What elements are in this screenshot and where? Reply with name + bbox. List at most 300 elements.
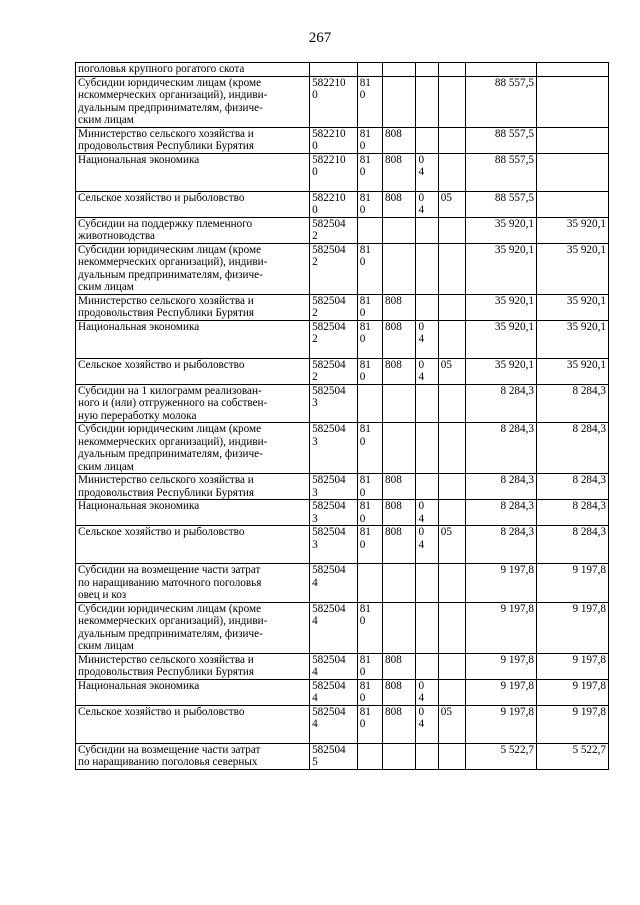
cell-name bbox=[76, 127, 310, 153]
cell-amount-2 bbox=[537, 217, 609, 243]
cell-ministry-code bbox=[383, 153, 416, 191]
cell-amount-1-text: 88 557,5 bbox=[494, 153, 534, 166]
cell-name-text: Субсидии на 1 килограмм реализован- ного и (или) отгруженного на собствен- ную переработку молока bbox=[78, 384, 268, 422]
cell-expense-type-text: 81 0 bbox=[359, 500, 371, 525]
cell-amount-2-text: 8 284,3 bbox=[572, 500, 606, 512]
cell-section bbox=[416, 474, 438, 500]
cell-amount-2 bbox=[537, 423, 609, 474]
cell-expense-type bbox=[357, 320, 382, 358]
cell-amount-2-text: 8 284,3 bbox=[572, 526, 606, 538]
cell-name-text: Субсидии юридическим лицам (кроме некоммерческих организаций), индиви- дуальным предпринимателям, физиче- ским лицам bbox=[78, 243, 268, 293]
cell-section bbox=[416, 127, 438, 153]
cell-name-text: Министерство сельского хозяйства и продовольствия Республики Бурятия bbox=[78, 653, 254, 678]
cell-ministry-code bbox=[383, 679, 416, 705]
cell-subsection bbox=[438, 191, 465, 217]
cell-subsection bbox=[438, 320, 465, 358]
cell-amount-2-text: 9 197,8 bbox=[572, 564, 606, 576]
cell-target-code bbox=[310, 384, 358, 423]
cell-ministry-code bbox=[383, 602, 416, 653]
cell-subsection-text: 05 bbox=[440, 705, 452, 718]
cell-section bbox=[416, 153, 438, 191]
cell-expense-type bbox=[357, 500, 382, 526]
cell-subsection-text: 05 bbox=[440, 358, 452, 371]
cell-amount-1-text: 8 284,3 bbox=[500, 474, 534, 486]
cell-ministry-code bbox=[383, 76, 416, 127]
cell-amount-1 bbox=[466, 153, 537, 191]
cell-amount-2 bbox=[537, 153, 609, 191]
cell-target-code bbox=[310, 474, 358, 500]
cell-name-text: Субсидии на поддержку племенного животноводства bbox=[78, 217, 253, 242]
cell-section bbox=[416, 63, 438, 77]
cell-target-code bbox=[310, 76, 358, 127]
cell-ministry-code-text: 808 bbox=[385, 500, 402, 512]
cell-amount-1 bbox=[466, 705, 537, 743]
cell-expense-type bbox=[357, 76, 382, 127]
cell-expense-type bbox=[357, 358, 382, 384]
cell-target-code-text: 582504 2 bbox=[312, 243, 346, 268]
cell-amount-2 bbox=[537, 127, 609, 153]
cell-section bbox=[416, 217, 438, 243]
cell-amount-2-text: 9 197,8 bbox=[572, 653, 606, 666]
cell-expense-type bbox=[357, 63, 382, 77]
cell-amount-2 bbox=[537, 76, 609, 127]
cell-amount-2-text: 35 920,1 bbox=[566, 358, 606, 371]
cell-ministry-code-text: 808 bbox=[385, 153, 402, 166]
cell-target-code-text: 582504 4 bbox=[312, 653, 346, 678]
cell-ministry-code bbox=[383, 474, 416, 500]
cell-section-text: 0 4 bbox=[418, 358, 425, 383]
cell-subsection bbox=[438, 500, 465, 526]
cell-target-code-text: 582504 3 bbox=[312, 384, 346, 409]
cell-target-code-text: 582504 5 bbox=[312, 743, 346, 768]
cell-name-text: Субсидии на возмещение части затрат по наращиванию маточного поголовья овец и коз bbox=[78, 564, 262, 601]
cell-section bbox=[416, 191, 438, 217]
cell-amount-1-text: 88 557,5 bbox=[494, 127, 534, 140]
cell-subsection bbox=[438, 384, 465, 423]
cell-expense-type bbox=[357, 294, 382, 320]
table-row bbox=[76, 384, 609, 423]
cell-name bbox=[76, 500, 310, 526]
cell-ministry-code bbox=[383, 653, 416, 679]
cell-expense-type bbox=[357, 243, 382, 294]
cell-name bbox=[76, 217, 310, 243]
cell-name bbox=[76, 526, 310, 564]
cell-amount-1-text: 8 284,3 bbox=[500, 500, 534, 512]
cell-target-code bbox=[310, 564, 358, 603]
cell-section bbox=[416, 743, 438, 769]
cell-ministry-code bbox=[383, 243, 416, 294]
cell-ministry-code bbox=[383, 191, 416, 217]
cell-expense-type-text: 81 0 bbox=[359, 705, 371, 730]
cell-ministry-code bbox=[383, 423, 416, 474]
cell-ministry-code bbox=[383, 526, 416, 564]
cell-subsection bbox=[438, 602, 465, 653]
cell-target-code-text: 582504 4 bbox=[312, 564, 346, 589]
cell-amount-1 bbox=[466, 358, 537, 384]
cell-amount-2-text: 9 197,8 bbox=[572, 602, 606, 615]
cell-amount-1 bbox=[466, 500, 537, 526]
cell-target-code bbox=[310, 653, 358, 679]
table-row bbox=[76, 602, 609, 653]
cell-target-code-text: 582504 3 bbox=[312, 423, 346, 448]
cell-amount-2-text: 35 920,1 bbox=[566, 320, 606, 333]
table-row bbox=[76, 191, 609, 217]
cell-target-code-text: 582210 0 bbox=[312, 191, 346, 216]
cell-target-code-text: 582504 3 bbox=[312, 474, 346, 499]
cell-amount-1 bbox=[466, 743, 537, 769]
page-number: 267 bbox=[308, 30, 332, 46]
cell-target-code-text: 582504 3 bbox=[312, 526, 346, 551]
cell-name bbox=[76, 358, 310, 384]
cell-amount-2 bbox=[537, 320, 609, 358]
cell-amount-1 bbox=[466, 320, 537, 358]
cell-ministry-code-text: 808 bbox=[385, 320, 402, 333]
cell-amount-2-text: 8 284,3 bbox=[572, 474, 606, 486]
cell-expense-type bbox=[357, 423, 382, 474]
cell-subsection bbox=[438, 423, 465, 474]
cell-target-code bbox=[310, 358, 358, 384]
cell-expense-type-text: 81 0 bbox=[359, 474, 371, 499]
cell-target-code-text: 582504 2 bbox=[312, 358, 346, 383]
cell-amount-2 bbox=[537, 294, 609, 320]
cell-name bbox=[76, 653, 310, 679]
cell-name bbox=[76, 423, 310, 474]
cell-section bbox=[416, 423, 438, 474]
cell-section-text: 0 4 bbox=[418, 191, 425, 216]
cell-amount-2-text: 5 522,7 bbox=[572, 743, 606, 756]
cell-subsection bbox=[438, 294, 465, 320]
cell-subsection bbox=[438, 679, 465, 705]
cell-name bbox=[76, 76, 310, 127]
cell-name bbox=[76, 294, 310, 320]
cell-amount-2 bbox=[537, 743, 609, 769]
cell-ministry-code bbox=[383, 743, 416, 769]
cell-name-text: Министерство сельского хозяйства и продовольствия Республики Бурятия bbox=[78, 127, 254, 152]
cell-amount-2-text: 9 197,8 bbox=[572, 679, 606, 692]
cell-name-text: Сельское хозяйство и рыболовство bbox=[78, 191, 245, 204]
cell-amount-1-text: 8 284,3 bbox=[500, 423, 534, 435]
cell-target-code bbox=[310, 602, 358, 653]
cell-expense-type-text: 81 0 bbox=[359, 320, 371, 345]
cell-expense-type bbox=[357, 526, 382, 564]
cell-section bbox=[416, 294, 438, 320]
cell-amount-1 bbox=[466, 76, 537, 127]
cell-expense-type bbox=[357, 705, 382, 743]
cell-expense-type-text: 81 0 bbox=[359, 358, 371, 383]
cell-name bbox=[76, 384, 310, 423]
cell-ministry-code bbox=[383, 63, 416, 77]
table-row bbox=[76, 63, 609, 77]
cell-expense-type bbox=[357, 602, 382, 653]
cell-target-code bbox=[310, 705, 358, 743]
cell-target-code bbox=[310, 127, 358, 153]
cell-name-text: Субсидии на возмещение части затрат по наращиванию поголовья северных bbox=[78, 743, 261, 768]
table-row bbox=[76, 564, 609, 603]
cell-subsection bbox=[438, 358, 465, 384]
cell-section-text: 0 4 bbox=[418, 705, 425, 730]
cell-expense-type-text: 81 0 bbox=[359, 679, 371, 704]
cell-subsection bbox=[438, 705, 465, 743]
cell-name-text: Субсидии юридическим лицам (кроме некоммерческих организаций), индиви- дуальным предпринимателям, физиче- ским лицам bbox=[78, 423, 268, 473]
cell-expense-type bbox=[357, 474, 382, 500]
cell-expense-type-text: 81 0 bbox=[359, 76, 371, 101]
cell-name bbox=[76, 191, 310, 217]
cell-ministry-code-text: 808 bbox=[385, 358, 402, 371]
cell-target-code bbox=[310, 294, 358, 320]
budget-table bbox=[75, 62, 609, 770]
cell-amount-2-text: 9 197,8 bbox=[572, 705, 606, 718]
cell-expense-type bbox=[357, 653, 382, 679]
cell-subsection-text: 05 bbox=[440, 526, 452, 538]
cell-expense-type-text: 81 0 bbox=[359, 243, 371, 268]
cell-subsection bbox=[438, 474, 465, 500]
cell-name bbox=[76, 743, 310, 769]
table-row bbox=[76, 679, 609, 705]
cell-ministry-code-text: 808 bbox=[385, 679, 402, 692]
cell-target-code bbox=[310, 679, 358, 705]
cell-target-code-text: 582504 4 bbox=[312, 679, 346, 704]
cell-target-code-text: 582504 2 bbox=[312, 217, 346, 242]
cell-subsection bbox=[438, 76, 465, 127]
cell-target-code-text: 582210 0 bbox=[312, 76, 346, 101]
cell-section bbox=[416, 384, 438, 423]
cell-subsection bbox=[438, 653, 465, 679]
cell-expense-type bbox=[357, 191, 382, 217]
cell-name bbox=[76, 602, 310, 653]
cell-amount-2 bbox=[537, 384, 609, 423]
cell-section bbox=[416, 705, 438, 743]
cell-amount-1 bbox=[466, 526, 537, 564]
cell-amount-1 bbox=[466, 127, 537, 153]
cell-amount-1-text: 35 920,1 bbox=[494, 294, 534, 307]
table-row bbox=[76, 76, 609, 127]
cell-section bbox=[416, 76, 438, 127]
cell-section bbox=[416, 243, 438, 294]
cell-ministry-code bbox=[383, 320, 416, 358]
cell-amount-2 bbox=[537, 474, 609, 500]
cell-ministry-code bbox=[383, 217, 416, 243]
cell-amount-1 bbox=[466, 564, 537, 603]
cell-expense-type bbox=[357, 384, 382, 423]
cell-expense-type bbox=[357, 679, 382, 705]
cell-amount-2 bbox=[537, 358, 609, 384]
cell-amount-2-text: 8 284,3 bbox=[572, 423, 606, 435]
cell-name-text: поголовья крупного рогатого скота bbox=[78, 63, 245, 75]
cell-ministry-code-text: 808 bbox=[385, 191, 402, 204]
cell-name bbox=[76, 679, 310, 705]
cell-section-text: 0 4 bbox=[418, 679, 425, 704]
cell-amount-1-text: 35 920,1 bbox=[494, 217, 534, 230]
cell-ministry-code bbox=[383, 500, 416, 526]
cell-name-text: Сельское хозяйство и рыболовство bbox=[78, 705, 245, 718]
cell-subsection bbox=[438, 63, 465, 77]
cell-target-code bbox=[310, 191, 358, 217]
cell-amount-1-text: 35 920,1 bbox=[494, 358, 534, 371]
cell-expense-type-text: 81 0 bbox=[359, 127, 371, 152]
cell-expense-type-text: 81 0 bbox=[359, 423, 371, 448]
cell-target-code bbox=[310, 526, 358, 564]
cell-ministry-code-text: 808 bbox=[385, 474, 402, 486]
cell-amount-2-text: 35 920,1 bbox=[566, 243, 606, 256]
cell-subsection bbox=[438, 743, 465, 769]
cell-subsection bbox=[438, 217, 465, 243]
cell-amount-1 bbox=[466, 294, 537, 320]
table-row bbox=[76, 526, 609, 564]
cell-ministry-code bbox=[383, 384, 416, 423]
cell-target-code bbox=[310, 217, 358, 243]
cell-ministry-code-text: 808 bbox=[385, 294, 402, 307]
cell-name-text: Сельское хозяйство и рыболовство bbox=[78, 358, 245, 371]
cell-section bbox=[416, 358, 438, 384]
cell-expense-type-text: 81 0 bbox=[359, 294, 371, 319]
cell-expense-type bbox=[357, 743, 382, 769]
cell-ministry-code bbox=[383, 294, 416, 320]
cell-target-code bbox=[310, 423, 358, 474]
cell-section-text: 0 4 bbox=[418, 500, 425, 525]
cell-amount-1 bbox=[466, 474, 537, 500]
cell-section bbox=[416, 564, 438, 603]
cell-ministry-code-text: 808 bbox=[385, 705, 402, 718]
cell-expense-type bbox=[357, 153, 382, 191]
cell-amount-1-text: 35 920,1 bbox=[494, 320, 534, 333]
cell-ministry-code bbox=[383, 127, 416, 153]
cell-amount-2 bbox=[537, 243, 609, 294]
cell-target-code bbox=[310, 153, 358, 191]
cell-expense-type-text: 81 0 bbox=[359, 653, 371, 678]
table-row bbox=[76, 474, 609, 500]
cell-amount-1-text: 35 920,1 bbox=[494, 243, 534, 256]
cell-amount-2 bbox=[537, 526, 609, 564]
cell-amount-1 bbox=[466, 191, 537, 217]
cell-amount-2-text: 8 284,3 bbox=[572, 384, 606, 397]
cell-amount-2 bbox=[537, 705, 609, 743]
cell-amount-2-text: 35 920,1 bbox=[566, 294, 606, 307]
table-row bbox=[76, 358, 609, 384]
cell-expense-type-text: 81 0 bbox=[359, 153, 371, 178]
cell-amount-2 bbox=[537, 602, 609, 653]
cell-expense-type-text: 81 0 bbox=[359, 526, 371, 551]
cell-section bbox=[416, 653, 438, 679]
cell-name-text: Национальная экономика bbox=[78, 500, 200, 512]
cell-target-code-text: 582210 0 bbox=[312, 153, 346, 178]
cell-amount-1 bbox=[466, 243, 537, 294]
cell-section bbox=[416, 526, 438, 564]
cell-expense-type bbox=[357, 564, 382, 603]
cell-amount-1-text: 9 197,8 bbox=[500, 602, 534, 615]
table-row bbox=[76, 705, 609, 743]
cell-subsection bbox=[438, 243, 465, 294]
cell-amount-1-text: 9 197,8 bbox=[500, 653, 534, 666]
cell-ministry-code-text: 808 bbox=[385, 653, 402, 666]
cell-name bbox=[76, 153, 310, 191]
cell-amount-2 bbox=[537, 679, 609, 705]
cell-name-text: Национальная экономика bbox=[78, 153, 200, 166]
table-row bbox=[76, 653, 609, 679]
cell-expense-type-text: 81 0 bbox=[359, 602, 371, 627]
cell-name-text: Сельское хозяйство и рыболовство bbox=[78, 526, 245, 538]
cell-section bbox=[416, 679, 438, 705]
table-row bbox=[76, 217, 609, 243]
cell-amount-1-text: 88 557,5 bbox=[494, 191, 534, 204]
cell-ministry-code-text: 808 bbox=[385, 526, 402, 538]
cell-ministry-code-text: 808 bbox=[385, 127, 402, 140]
cell-name bbox=[76, 320, 310, 358]
table-row bbox=[76, 423, 609, 474]
cell-expense-type bbox=[357, 127, 382, 153]
cell-amount-1-text: 8 284,3 bbox=[500, 526, 534, 538]
cell-target-code-text: 582504 2 bbox=[312, 294, 346, 319]
cell-amount-1-text: 5 522,7 bbox=[500, 743, 534, 756]
cell-name bbox=[76, 63, 310, 77]
cell-amount-2-text: 35 920,1 bbox=[566, 217, 606, 230]
cell-amount-1 bbox=[466, 602, 537, 653]
cell-amount-2 bbox=[537, 653, 609, 679]
cell-target-code-text: 582504 4 bbox=[312, 705, 346, 730]
cell-amount-1 bbox=[466, 384, 537, 423]
cell-subsection bbox=[438, 127, 465, 153]
cell-target-code-text: 582210 0 bbox=[312, 127, 346, 152]
table-row bbox=[76, 294, 609, 320]
cell-ministry-code bbox=[383, 358, 416, 384]
cell-name bbox=[76, 474, 310, 500]
cell-name-text: Министерство сельского хозяйства и продовольствия Республики Бурятия bbox=[78, 474, 254, 499]
cell-ministry-code bbox=[383, 564, 416, 603]
cell-expense-type-text: 81 0 bbox=[359, 191, 371, 216]
cell-name bbox=[76, 243, 310, 294]
cell-amount-2 bbox=[537, 191, 609, 217]
table-row bbox=[76, 153, 609, 191]
cell-amount-1-text: 8 284,3 bbox=[500, 384, 534, 397]
cell-amount-2 bbox=[537, 500, 609, 526]
cell-section-text: 0 4 bbox=[418, 526, 425, 551]
cell-section bbox=[416, 500, 438, 526]
cell-target-code bbox=[310, 743, 358, 769]
cell-amount-1-text: 9 197,8 bbox=[500, 564, 534, 576]
cell-amount-1 bbox=[466, 217, 537, 243]
cell-section-text: 0 4 bbox=[418, 153, 425, 178]
cell-subsection bbox=[438, 153, 465, 191]
cell-name-text: Национальная экономика bbox=[78, 320, 200, 333]
cell-amount-1-text: 9 197,8 bbox=[500, 705, 534, 718]
table-row bbox=[76, 127, 609, 153]
cell-amount-1 bbox=[466, 679, 537, 705]
cell-ministry-code bbox=[383, 705, 416, 743]
cell-target-code bbox=[310, 63, 358, 77]
cell-subsection bbox=[438, 526, 465, 564]
cell-section bbox=[416, 602, 438, 653]
cell-amount-1 bbox=[466, 653, 537, 679]
cell-target-code bbox=[310, 500, 358, 526]
cell-target-code-text: 582504 3 bbox=[312, 500, 346, 525]
cell-amount-1 bbox=[466, 423, 537, 474]
table-row bbox=[76, 320, 609, 358]
cell-amount-2 bbox=[537, 63, 609, 77]
cell-target-code-text: 582504 4 bbox=[312, 602, 346, 627]
cell-target-code bbox=[310, 243, 358, 294]
cell-section-text: 0 4 bbox=[418, 320, 425, 345]
cell-amount-2 bbox=[537, 564, 609, 603]
cell-amount-1-text: 88 557,5 bbox=[494, 76, 534, 89]
cell-name-text: Субсидии юридическим лицам (кроме нскоммерческих организаций), индиви- дуальным предпринимателям, физиче- ским лицам bbox=[78, 76, 268, 126]
cell-target-code bbox=[310, 320, 358, 358]
table-row bbox=[76, 500, 609, 526]
cell-name bbox=[76, 705, 310, 743]
cell-subsection bbox=[438, 564, 465, 603]
cell-amount-1 bbox=[466, 63, 537, 77]
table-row bbox=[76, 743, 609, 769]
cell-amount-1-text: 9 197,8 bbox=[500, 679, 534, 692]
cell-name-text: Национальная экономика bbox=[78, 679, 200, 692]
